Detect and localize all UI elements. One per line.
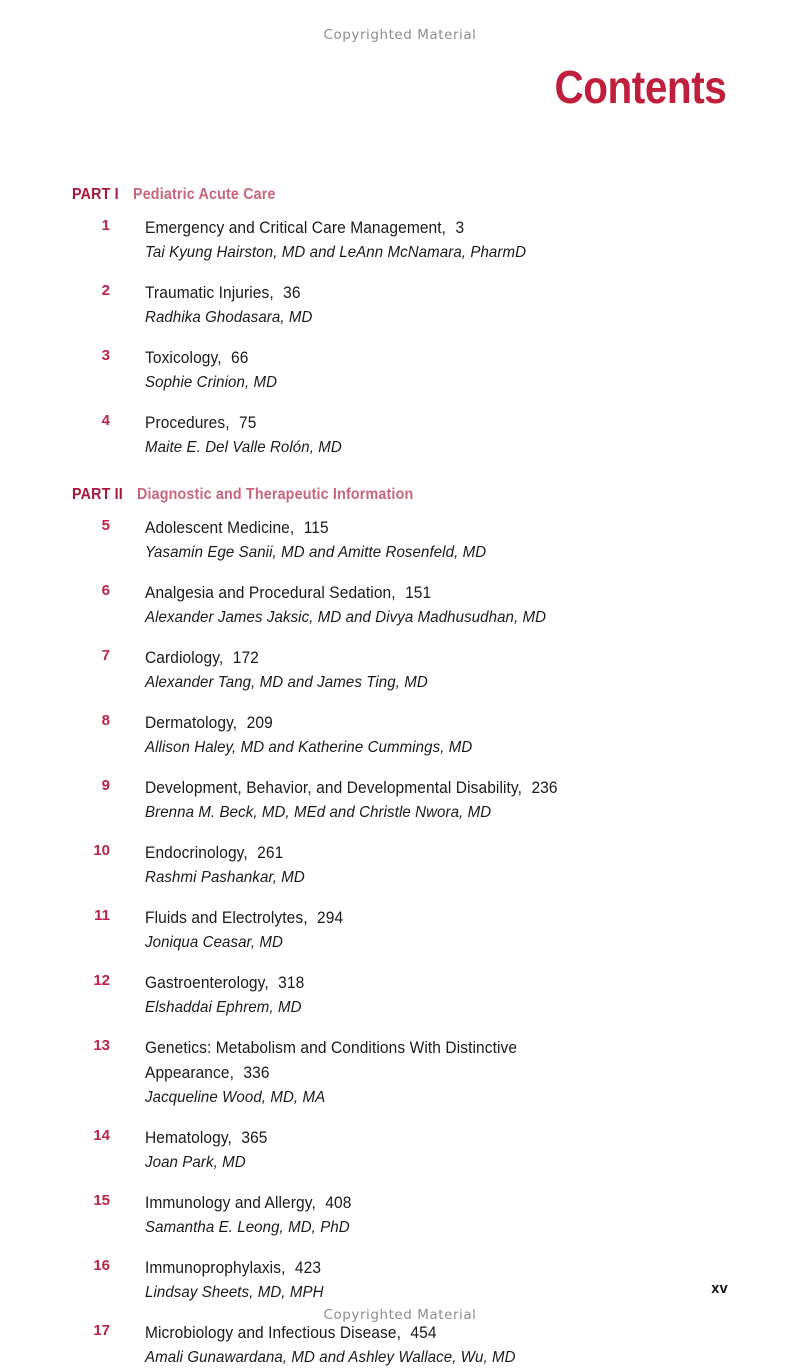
chapter-number: 13 — [93, 1037, 110, 1054]
part-heading — [0, 486, 800, 504]
part-heading — [0, 186, 800, 204]
chapter-authors: Elshaddai Ephrem, MD — [145, 999, 302, 1016]
chapter-title: Emergency and Critical Care Management, — [145, 219, 447, 237]
toc-entry[interactable] — [0, 906, 800, 955]
chapter-title: Microbiology and Infectious Disease, — [145, 1324, 401, 1342]
chapter-title: Fluids and Electrolytes, — [145, 909, 308, 927]
chapter-number: 8 — [101, 712, 110, 729]
chapter-title-line — [145, 516, 761, 541]
chapter-number: 16 — [93, 1257, 110, 1274]
chapter-page-number: 209 — [246, 714, 273, 732]
chapter-title: Genetics: Metabolism and Conditions With Distinctive Appearance, — [145, 1039, 518, 1082]
chapter-title-line — [145, 1126, 761, 1151]
chapter-page-number: 115 — [303, 519, 329, 537]
toc-entry[interactable] — [0, 581, 800, 630]
chapter-title-line — [145, 776, 761, 801]
toc-entry[interactable] — [0, 971, 800, 1020]
toc-entry[interactable] — [0, 711, 800, 760]
chapter-title-line — [145, 906, 761, 931]
chapter-authors: Joan Park, MD — [145, 1154, 246, 1171]
chapter-number: 17 — [93, 1322, 110, 1339]
copyright-watermark-top: Copyrighted Material — [323, 27, 477, 43]
toc-entry[interactable] — [0, 841, 800, 890]
chapter-title: Development, Behavior, and Developmental Disability, — [145, 779, 523, 797]
chapter-page-number: 408 — [325, 1194, 352, 1212]
chapter-authors: Sophie Crinion, MD — [145, 374, 278, 391]
chapter-title: Dermatology, — [145, 714, 238, 732]
chapter-title: Toxicology, — [145, 349, 222, 367]
chapter-authors: Allison Haley, MD and Katherine Cummings, MD — [145, 739, 473, 756]
chapter-title-line — [145, 711, 761, 736]
toc-entry[interactable] — [0, 1126, 800, 1175]
toc-entry[interactable] — [0, 516, 800, 565]
chapter-title: Hematology, — [145, 1129, 232, 1147]
chapter-title-line — [145, 971, 761, 996]
chapter-authors: Radhika Ghodasara, MD — [145, 309, 313, 326]
chapter-title: Adolescent Medicine, — [145, 519, 295, 537]
chapter-number: 11 — [94, 907, 110, 924]
toc-entry[interactable] — [0, 346, 800, 395]
chapter-number: 2 — [101, 282, 110, 299]
chapter-number: 12 — [93, 972, 110, 989]
chapter-authors: Jacqueline Wood, MD, MA — [145, 1089, 326, 1106]
chapter-number: 5 — [101, 517, 110, 534]
chapter-authors: Lindsay Sheets, MD, MPH — [145, 1284, 324, 1301]
table-of-contents — [0, 186, 800, 1370]
toc-entry[interactable] — [0, 216, 800, 265]
chapter-authors: Tai Kyung Hairston, MD and LeAnn McNamara, PharmD — [145, 244, 527, 261]
chapter-page-number: 236 — [531, 779, 558, 797]
toc-entry[interactable] — [0, 281, 800, 330]
toc-entry[interactable] — [0, 646, 800, 695]
chapter-authors: Samantha E. Leong, MD, PhD — [145, 1219, 350, 1236]
chapter-authors: Alexander Tang, MD and James Ting, MD — [145, 674, 428, 691]
chapter-page-number: 294 — [317, 909, 344, 927]
chapter-page-number: 454 — [410, 1324, 437, 1342]
chapter-title: Cardiology, — [145, 649, 224, 667]
chapter-number: 6 — [101, 582, 110, 599]
chapter-authors: Alexander James Jaksic, MD and Divya Madhusudhan, MD — [145, 609, 547, 626]
chapter-title: Traumatic Injuries, — [145, 284, 274, 302]
chapter-authors: Amali Gunawardana, MD and Ashley Wallace, Wu, MD — [145, 1349, 516, 1366]
chapter-page-number: 3 — [455, 219, 465, 237]
chapter-title-line — [145, 281, 761, 306]
chapter-authors: Maite E. Del Valle Rolón, MD — [145, 439, 342, 456]
page-title: Contents — [554, 61, 726, 113]
chapter-page-number: 423 — [294, 1259, 322, 1277]
chapter-page-number: 172 — [232, 649, 259, 667]
chapter-number: 1 — [101, 217, 110, 234]
chapter-title: Immunoprophylaxis, — [145, 1259, 286, 1277]
chapter-title-line — [145, 1321, 761, 1346]
chapter-title-line — [145, 646, 761, 671]
chapter-number: 9 — [101, 777, 110, 794]
chapter-title-line — [145, 346, 761, 371]
part-label: PART I — [72, 186, 119, 203]
part-label: PART II — [72, 486, 123, 503]
chapter-title: Procedures, — [145, 414, 230, 432]
chapter-number: 10 — [93, 842, 110, 859]
chapter-title-line — [145, 1256, 761, 1281]
chapter-page-number: 36 — [283, 284, 301, 302]
chapter-page-number: 318 — [278, 974, 305, 992]
chapter-title: Endocrinology, — [145, 844, 248, 862]
copyright-watermark-bottom: Copyrighted Material — [323, 1307, 477, 1323]
toc-entry[interactable] — [0, 411, 800, 460]
toc-entry[interactable] — [0, 1036, 800, 1110]
chapter-page-number: 261 — [257, 844, 284, 862]
part-title: Pediatric Acute Care — [132, 186, 276, 203]
chapter-page-number: 151 — [405, 584, 432, 602]
chapter-authors: Joniqua Ceasar, MD — [145, 934, 283, 951]
chapter-authors: Brenna M. Beck, MD, MEd and Christle Nwora, MD — [145, 804, 492, 821]
chapter-title-line — [145, 841, 761, 866]
toc-entry[interactable] — [0, 776, 800, 825]
chapter-title: Immunology and Allergy, — [145, 1194, 316, 1212]
chapter-page-number: 66 — [231, 349, 249, 367]
chapter-number: 3 — [101, 347, 110, 364]
toc-entry[interactable] — [0, 1321, 800, 1370]
chapter-title-line — [145, 581, 761, 606]
chapter-title-line — [145, 1036, 585, 1086]
chapter-number: 7 — [101, 647, 110, 664]
chapter-number: 14 — [93, 1127, 110, 1144]
chapter-title-line — [145, 1191, 761, 1216]
chapter-title-line — [145, 216, 761, 241]
chapter-page-number: 365 — [241, 1129, 268, 1147]
part-title: Diagnostic and Therapeutic Information — [137, 486, 414, 503]
chapter-number: 15 — [93, 1192, 110, 1209]
toc-entry[interactable] — [0, 1191, 800, 1240]
chapter-title: Analgesia and Procedural Sedation, — [145, 584, 396, 602]
chapter-authors: Rashmi Pashankar, MD — [145, 869, 305, 886]
chapter-title: Gastroenterology, — [145, 974, 269, 992]
chapter-page-number: 336 — [243, 1064, 270, 1082]
chapter-title-line — [145, 411, 761, 436]
chapter-authors: Yasamin Ege Sanii, MD and Amitte Rosenfeld, MD — [145, 544, 487, 561]
chapter-page-number: 75 — [239, 414, 257, 432]
page-number: xv — [711, 1281, 728, 1297]
chapter-number: 4 — [101, 412, 110, 429]
toc-entry[interactable] — [0, 1256, 800, 1305]
